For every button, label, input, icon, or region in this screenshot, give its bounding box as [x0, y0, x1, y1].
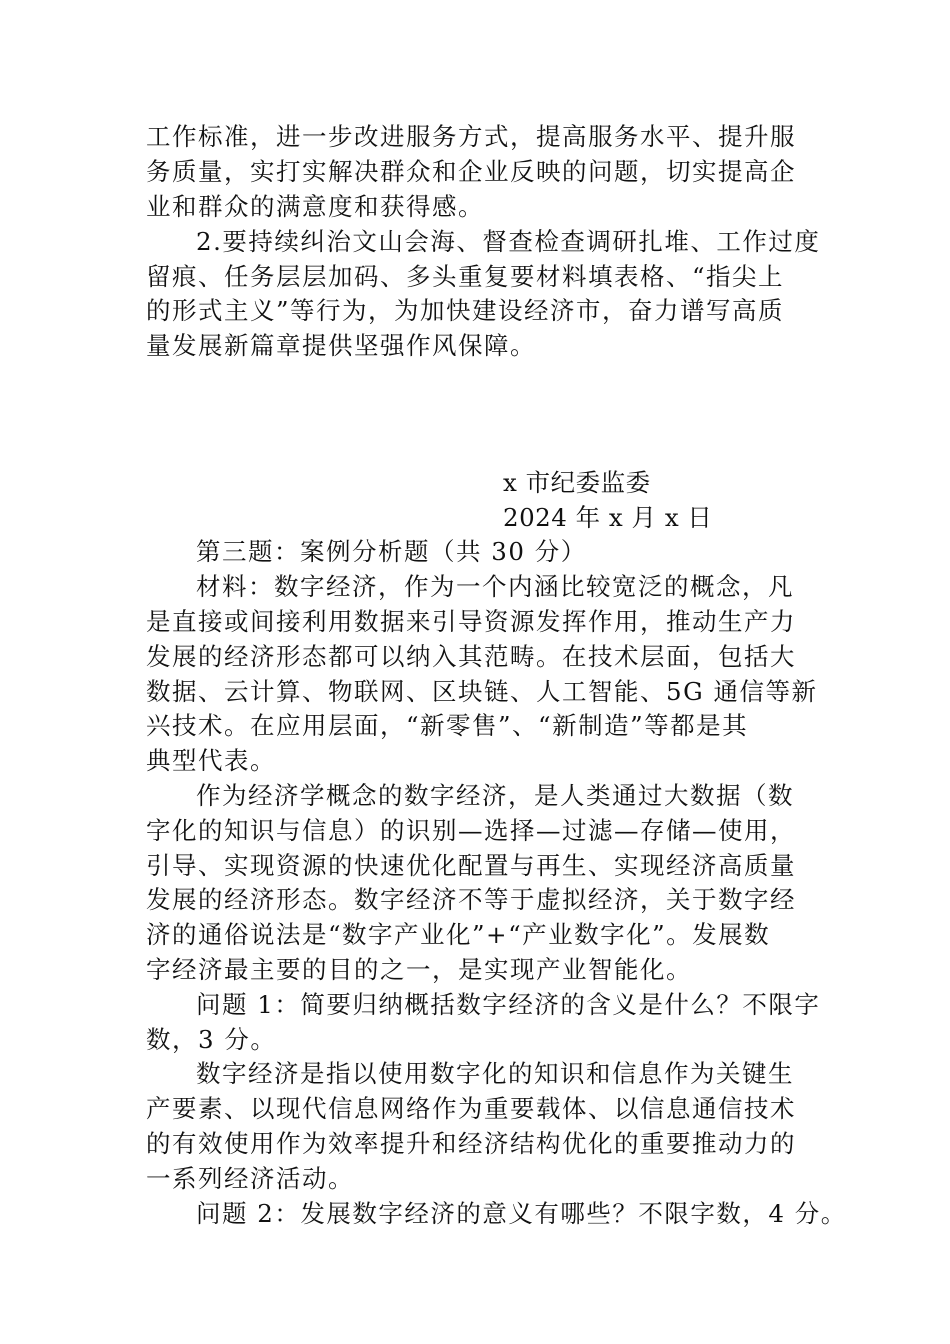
paragraph-line: 量发展新篇章提供坚强作风保障。 — [146, 331, 536, 360]
paragraph-line: 济的通俗说法是“数字产业化”+“产业数字化”。发展数 — [146, 920, 771, 949]
question-line: 数，3 分。 — [146, 1025, 277, 1054]
paragraph-line: 兴技术。在应用层面，“新零售”、“新制造”等都是其 — [146, 711, 749, 740]
answer-line: 一系列经济活动。 — [146, 1164, 354, 1193]
signature-date: 2024 年 x 月 x 日 — [503, 503, 713, 532]
paragraph-line: 发展的经济形态。数字经济不等于虚拟经济，关于数字经 — [146, 885, 796, 914]
answer-line: 的有效使用作为效率提升和经济结构优化的重要推动力的 — [146, 1129, 796, 1158]
paragraph-line: 字经济最主要的目的之一，是实现产业智能化。 — [146, 955, 692, 984]
answer-line: 产要素、以现代信息网络作为重要载体、以信息通信技术 — [146, 1094, 796, 1123]
paragraph-line: 发展的经济形态都可以纳入其范畴。在技术层面，包括大 — [146, 642, 796, 671]
question-line: 问题 2：发展数字经济的意义有哪些？不限字数，4 分。 — [196, 1199, 847, 1228]
paragraph-line: 数据、云计算、物联网、区块链、人工智能、5G 通信等新 — [146, 677, 818, 706]
paragraph-line: 业和群众的满意度和获得感。 — [146, 192, 484, 221]
section-heading: 第三题：案例分析题（共 30 分） — [196, 537, 587, 566]
paragraph-line: 留痕、任务层层加码、多头重复要材料填表格、“指尖上 — [146, 262, 785, 291]
paragraph-line: 作为经济学概念的数字经济，是人类通过大数据（数 — [196, 781, 794, 810]
answer-line: 数字经济是指以使用数字化的知识和信息作为关键生 — [196, 1059, 794, 1088]
paragraph-line: 引导、实现资源的快速优化配置与再生、实现经济高质量 — [146, 851, 796, 880]
paragraph-line: 典型代表。 — [146, 746, 276, 775]
signature-organization: x 市纪委监委 — [503, 468, 651, 497]
paragraph-line: 工作标准，进一步改进服务方式，提高服务水平、提升服 — [146, 122, 796, 151]
paragraph-line: 字化的知识与信息）的识别—选择—过滤—存储—使用， — [146, 816, 796, 845]
question-line: 问题 1：简要归纳概括数字经济的含义是什么？不限字 — [196, 990, 821, 1019]
paragraph-line: 务质量，实打实解决群众和企业反映的问题，切实提高企 — [146, 157, 796, 186]
paragraph-line: 的形式主义”等行为，为加快建设经济市，奋力谱写高质 — [146, 296, 785, 325]
paragraph-line: 2.要持续纠治文山会海、督查检查调研扎堆、工作过度 — [196, 227, 821, 256]
paragraph-line: 材料：数字经济，作为一个内涵比较宽泛的概念，凡 — [196, 572, 794, 601]
paragraph-line: 是直接或间接利用数据来引导资源发挥作用，推动生产力 — [146, 607, 796, 636]
